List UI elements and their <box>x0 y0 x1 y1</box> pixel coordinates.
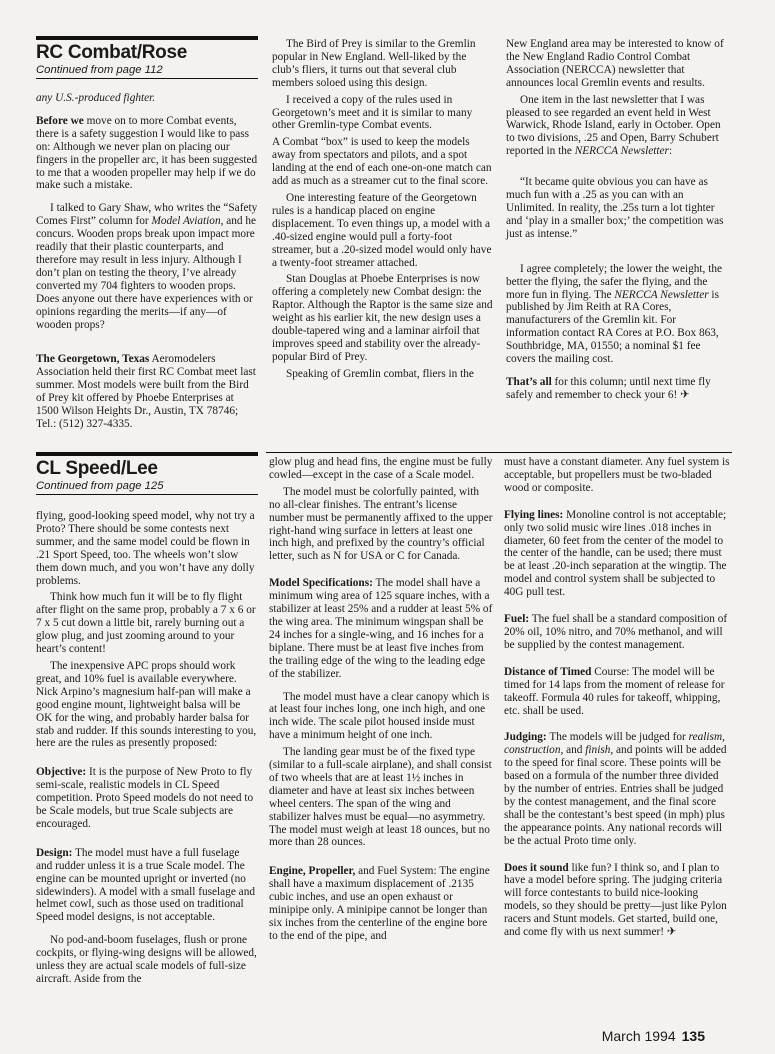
cl-para: Model Specifications: The model shall have a minimum wing area of 125 square inches, with a stabilizer at least 25% and a rudder at least 5% of the wing area. The minimum wingspan shall be 24 inches for a single-wing, and 16 inches for a biplane. There must be at least five inches from the trailing edge of the wing to the leading edge of the stabilizer. <box>269 577 493 680</box>
page-footer <box>602 1028 705 1044</box>
rc-para: A Combat “box” is used to keep the models away from spectators and pilots, and a spot landing at the end of each one-on-one match can add as much as a streamer cut to the final score. <box>272 136 492 188</box>
rc-column-1 <box>36 92 258 441</box>
rc-para: The Bird of Prey is similar to the Gremlin popular in New England. Well-liked by the club’s fliers, it turns out that several club members soloed using this design. <box>272 38 476 89</box>
cl-para: Think how much fun it will be to fly flight after flight on the same prop, probably a 7 x 6 or 7 x 5 cut down a little bit, rarely burning out a glow plug, and just zooming around to your heart’s content! <box>36 591 256 656</box>
rc-para: New England area may be interested to know of the New England Radio Control Combat Association (NERCCA) newsletter that announces local Gremlin events and results. <box>506 38 724 89</box>
rc-para: I received a copy of the rules used in Georgetown’s meet and it is similar to many other Gremlin-type Combat events. <box>272 93 473 132</box>
issue-date: March 1994 <box>601 1028 676 1044</box>
rc-para: That’s all for this column; until next time fly safely and remember to check your 6! ✈ <box>506 375 711 401</box>
cl-column-1 <box>36 510 258 996</box>
rc-section-header <box>36 43 258 77</box>
rc-section-title: RC Combat/Rose <box>36 42 187 63</box>
cl-header-rule <box>36 452 258 456</box>
cl-section-title: CL Speed/Lee <box>36 458 158 479</box>
cl-para: The model must be colorfully painted, with no all-clear finishes. The entrant’s license number must be permanently affixed to the upper right-hand wing surface in letters at least one inch high, and prefixed by the country’s official letter, such as N for USA or C for Canada. <box>269 485 493 563</box>
cl-section-header <box>36 459 258 493</box>
rc-header-rule <box>36 36 258 40</box>
rc-para: I agree completely; the lower the weight, the better the flying, the safer the flying, and the more fun in flying. The NERCCA Newsletter is published by Jim Reith at RA Cores, manufacturers of the Gremlin kit. For information contact RA Cores at P.O. Box 863, Southbridge, MA, 01550; a nominal $1 fee covers the mailing cost. <box>506 262 723 366</box>
cl-para: Distance of Timed Course: The model will be timed for 14 laps from the moment of release for takeoff. Formula 40 rules for takeoff, whipping, etc. shall be used. <box>504 665 725 717</box>
cl-header-underline <box>36 494 258 495</box>
rc-para: One interesting feature of the Georgetown rules is a handicap placed on engine displacement. To even things up, a model with a .40-sized engine would pull a forty-foot streamer, but a .20-sized model would only have a twenty-foot streamer attached. <box>272 191 492 269</box>
rc-para: Speaking of Gremlin combat, fliers in the <box>286 367 474 380</box>
cl-para: No pod-and-boom fuselages, flush or prone cockpits, or flying-wing designs will be allowed, unless they are actual scale models of full-size aircraft. Aside from the <box>36 934 257 985</box>
cl-para: Judging: The models will be judged for realism, construction, and finish, and points will be added to the speed for final score. These points will be based on a formula of the number three divided by the number of entries. Entries shall be judged by the contest management, and the final score shall be the contestant’s best speed (in mph) plus the appearance points. Any national records will be the actual Proto time only. <box>504 731 727 847</box>
cl-para: Flying lines: Monoline control is not acceptable; only two solid music wire lines .018 inches in diameter, 60 feet from the center of the model to the center of the handle, can be used; there must be at least .20-inch separation at the wingtip. The model and control system shall be subjected to 40G pull test. <box>504 508 727 599</box>
cl-para: Fuel: The fuel shall be a standard composition of 20% oil, 10% nitro, and 70% methanol, and will be supplied by the contest management. <box>504 613 728 651</box>
rc-para: One item in the last newsletter that I was pleased to see regarded an event held in West Warwick, Rhode Island, early in October. Open to two divisions, .25 and Open, Barry Schubert reported in the NERCCA Newsletter: <box>506 93 721 158</box>
cl-para: The inexpensive APC props should work great, and 10% fuel is available everywhere. Nick Arpino’s magnesium half-pan will make a good engine mount, lightweight balsa will be OK for the wing, and probably harder balsa for stab and rudder. If this sounds interesting to you, here are the rules as presently proposed: <box>36 659 257 750</box>
rc-para: I talked to Gary Shaw, who writes the “Safety Comes First” column for Model Aviation, and he concurs. Wooden props break upon impact more readily that their plastic counterparts, and therefore may result in less injury. Although I don’t plan on testing the theory, I’ve already converted my 704 fighters to wooden props. Does anyone out there have experiences with or opinions regarding the merits—if any—of wooden props? <box>36 202 258 331</box>
rc-para: Before we move on to more Combat events, there is a safety suggestion I would like to pass on: Although we never plan on placing our fingers in the propeller arc, it has been suggested to me that a wooden propeller may help if we do make such a mistake. <box>36 114 258 192</box>
rc-column-2 <box>272 38 494 385</box>
page-number: 135 <box>681 1028 705 1044</box>
cl-continued-line: Continued from page 125 <box>36 480 164 492</box>
cl-para: flying, good-looking speed model, why not try a Proto? There should be some contests next summer, and the same model could be flown in .21 Sport Speed, too. The wheels won’t slow them down much, and you won’t have any dolly problems. <box>36 510 255 587</box>
cl-para: glow plug and head fins, the engine must be fully cowled—except in the case of a Scale model. <box>269 456 493 481</box>
rc-continued-line: Continued from page 112 <box>36 64 163 76</box>
cl-para: Objective: It is the purpose of New Proto to fly semi-scale, realistic models in CL Speed competition. Proto Speed models do not need to be Scale models, but true Scale subjects are encouraged. <box>36 766 254 830</box>
cl-para: must have a constant diameter. Any fuel system is acceptable, but propellers must be two-bladed wood or composite. <box>504 456 730 494</box>
cl-para: Engine, Propeller, and Fuel System: The engine shall have a maximum displacement of .2135 cubic inches, and use an open exhaust or minipipe only. A minipipe cannot be longer than six inches from the centerline of the engine bore to the end of the pipe, and <box>269 865 490 942</box>
rc-header-underline <box>36 78 258 79</box>
cl-column-3 <box>504 456 732 949</box>
cl-para: The landing gear must be of the fixed type (similar to a full-scale airplane), and shall consist of two wheels that are at least 1½ inches in diameter and have at least six inches between wheel centers. The span of the wing and stabilizer halves must be equal—no asymmetry. The model must weigh at least 18 ounces, but no more than 28 ounces. <box>269 746 492 849</box>
section-divider <box>266 452 732 453</box>
cl-para: The model must have a clear canopy which is at least four inches long, one inch high, and one inch wide. The scale pilot housed inside must have a minimum height of one inch. <box>269 690 490 742</box>
rc-column-3 <box>506 38 732 412</box>
cl-column-2 <box>269 456 493 953</box>
rc-quote: “It became quite obvious you can have as much fun with a .25 as you can with an Unlimited. In reality, the .25s turn a lot tighter and ‘play in a smaller box;’ the competition was just as intense.” <box>506 176 724 240</box>
rc-para: any U.S.-produced fighter. <box>36 92 156 104</box>
cl-para: Does it sound like fun? I think so, and I plan to have a model before spring. The judging criteria will force contestants to build nice-looking models, so they should be pretty—just like Pylon racers and Stunt models. Get started, build one, and come fly with us next summer! ✈ <box>504 861 727 939</box>
rc-para: The Georgetown, Texas Aeromodelers Association held their first RC Combat meet last summer. Most models were built from the Bird of Prey kit offered by Phoebe Enterprises at 1500 Wilson Heights Dr., Austin, TX 78746; Tel.: (512) 327-4335. <box>36 353 256 430</box>
cl-para: Design: The model must have a full fuselage and rudder unless it is a true Scale model. The engine can be mounted upright or inverted (no sidewinders). A model with a small fuselage and helmet cowl, such as those used on traditional Speed model designs, is not acceptable. <box>36 846 255 924</box>
rc-para: Stan Douglas at Phoebe Enterprises is now offering a completely new Combat design: the Raptor. Although the Raptor is the same size and weight as his earlier kit, the new design uses a double-tapered wing and a laminar airfoil that improves speed and stability over the already-popular Bird of Prey. <box>272 273 493 363</box>
